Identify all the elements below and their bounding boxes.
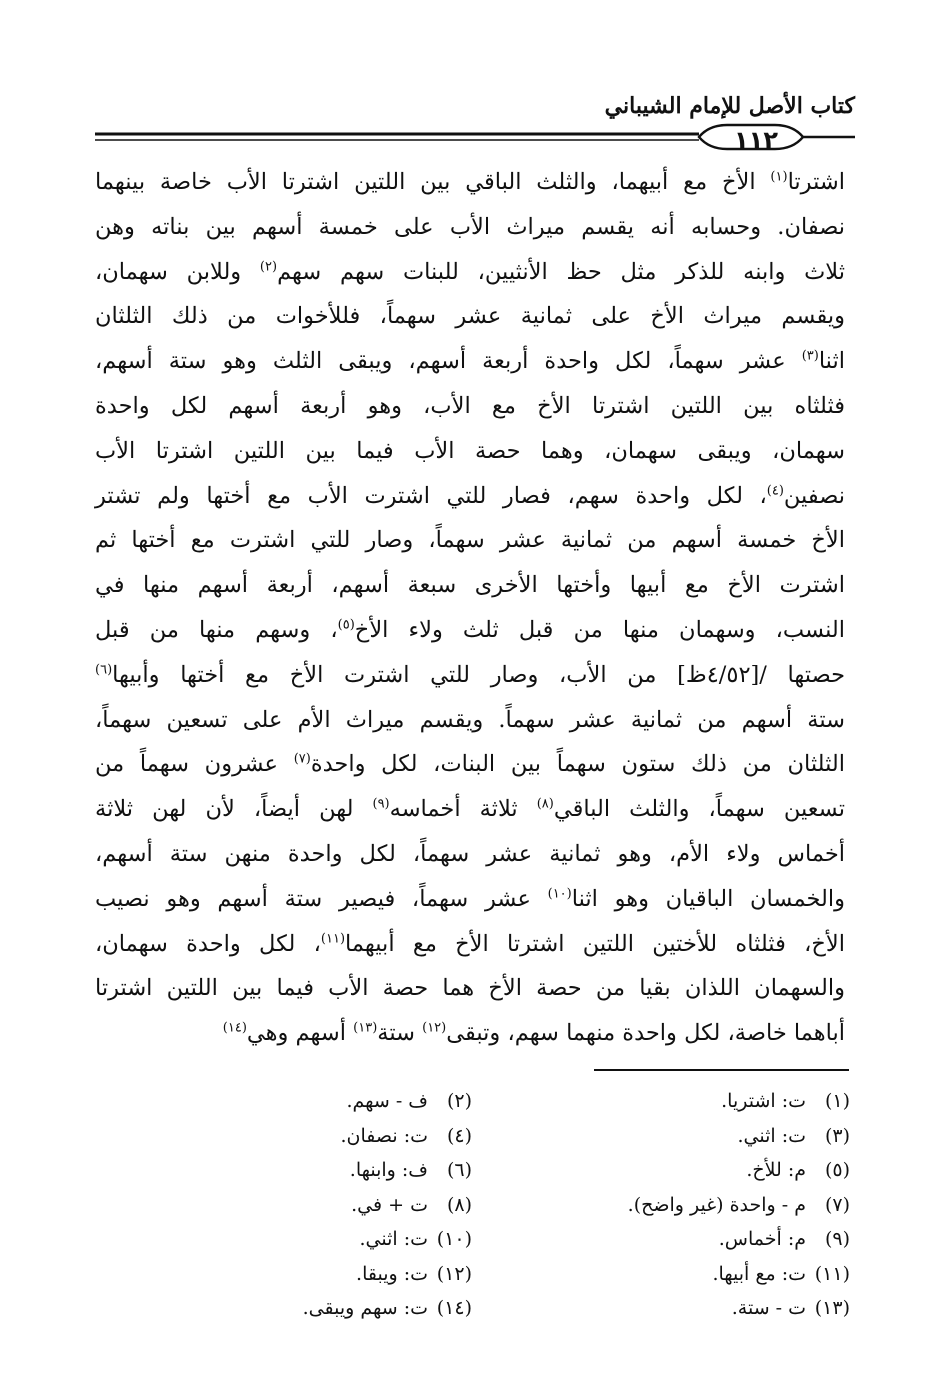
footnote-number: (١) (824, 1090, 850, 1112)
text-line (95, 474, 845, 519)
footnote (510, 1222, 850, 1257)
running-title: كتاب الأصل للإمام الشيباني (604, 93, 855, 119)
text-segment: اشترتا (787, 169, 845, 195)
footnote-text: ت: اثني. (359, 1228, 428, 1250)
footnote-text: ت: اشتريا. (721, 1090, 806, 1112)
footnote-reference: (٧) (293, 751, 311, 767)
footnote-number: (٣) (824, 1124, 850, 1147)
footnote-text: ت: سهم ويبقى. (302, 1297, 428, 1319)
page-number: ١١٢ (734, 126, 778, 154)
footnote-text: ت: ويبقا. (356, 1262, 428, 1285)
text-segment: عشر سهماً، فيصير ستة أسهم وهو نصيب (95, 885, 548, 912)
footnote (132, 1119, 472, 1154)
footnote-reference: (٥) (337, 617, 355, 633)
text-segment: لهن أيضاً، لأن لهن ثلاثة (95, 796, 373, 823)
text-segment: حصتها /[٤/٥٢ظ] من الأب، وصار للتي اشترت الأخ مع أختها وأبيها (112, 661, 845, 688)
text-segment: وللابن سهمان، (95, 258, 260, 285)
footnote (132, 1188, 472, 1223)
footnote-reference: (٨) (536, 796, 554, 812)
footnote (132, 1291, 472, 1326)
text-line (95, 294, 845, 339)
footnote-number: (٦) (446, 1159, 472, 1181)
footnote-reference: (٩) (372, 796, 390, 812)
text-segment: ستة (377, 1020, 423, 1047)
footnote-number: (١٠) (436, 1228, 472, 1250)
text-line (95, 877, 845, 922)
footnote-number: (١١) (814, 1262, 850, 1285)
footnote-text: ت + في. (351, 1193, 428, 1216)
footnote (510, 1291, 850, 1326)
footnote (132, 1084, 472, 1119)
footnote-text: م - واحدة (غير واضح). (627, 1193, 806, 1216)
footnotes-right-column (510, 1084, 850, 1326)
footnotes-left-column (132, 1084, 472, 1326)
text-segment: ثلاثة أخماسه (389, 796, 537, 823)
text-segment: اثنا (818, 348, 845, 375)
text-segment: فثلثاه بين اللتين اشترتا الأخ مع الأب، وهو أربعة أسهم لكل واحدة (95, 392, 845, 419)
footnote-number: (٥) (824, 1159, 850, 1181)
footnote (510, 1188, 850, 1223)
text-line (95, 205, 845, 250)
text-segment: تسعين سهماً، والثلث الباقي (553, 796, 845, 823)
text-segment: اشترت الأخ مع أبيها وأختها الأخرى سبعة أسهم، أربعة أسهم منها في (95, 572, 845, 599)
text-line (95, 384, 845, 429)
text-line (95, 966, 845, 1011)
footnote-reference: (١٢) (422, 1020, 447, 1036)
footnote-reference: (٤) (766, 483, 784, 499)
footnote-text: ت: نصفان. (340, 1124, 428, 1147)
footnote-number: (٧) (824, 1193, 850, 1216)
text-line (95, 339, 845, 384)
text-segment: النسب، وسهمان منها من قبل ثلث ولاء الأخ (354, 616, 845, 643)
footnote-text: ف - سهم. (346, 1090, 428, 1112)
footnote (510, 1084, 850, 1119)
text-segment: سهمان، ويبقى سهمان، وهما حصة الأب فيما بين اللتين اشترتا الأب (95, 437, 845, 464)
body-text (95, 160, 845, 1056)
footnote-reference: (٣) (801, 348, 819, 364)
text-line (95, 1011, 845, 1056)
footnote-number: (٨) (446, 1193, 472, 1216)
footnote-number: (١٤) (436, 1297, 472, 1319)
text-line (95, 518, 845, 563)
footnote-reference: (١٣) (353, 1020, 378, 1036)
text-segment: الأخ مع أبيهما، والثلث الباقي بين اللتين اشترتا الأب خاصة بينهما (95, 169, 771, 195)
footnote-number: (٩) (824, 1228, 850, 1250)
footnote-separator (594, 1069, 849, 1071)
text-segment: ويقسم ميراث الأخ على ثمانية عشر سهماً، فللأخوات من ذلك الثلثان (95, 303, 845, 330)
footnote-text: ت - ستة. (731, 1297, 806, 1319)
text-segment: أخماس ولاء الأم، وهو ثمانية عشر سهماً، لكل واحدة منهن ستة أسهم، (95, 840, 845, 867)
footnote (132, 1222, 472, 1257)
text-line (95, 832, 845, 877)
footnote (510, 1257, 850, 1292)
text-segment: ستة أسهم من ثمانية عشر سهماً. ويقسم ميراث الأم على تسعين سهماً، (95, 706, 845, 733)
text-segment: أسهم وهي (246, 1020, 354, 1047)
text-segment: عشرون سهماً من (95, 751, 294, 778)
text-segment: الثلثان من ذلك ستون سهماً بين البنات، لكل واحدة (310, 751, 845, 778)
footnote-reference: (١١) (320, 931, 346, 947)
text-line (95, 698, 845, 743)
text-line (95, 742, 845, 787)
text-segment: والخمسان الباقيان وهو اثنا (571, 885, 845, 912)
text-segment: والسهمان اللذان بقيا من حصة الأخ هما حصة الأب فيما بين اللتين اشترتا (95, 975, 845, 1002)
text-segment: ، لكل واحدة سهمان، (95, 930, 321, 957)
footnote-text: م: للأخ. (746, 1159, 806, 1181)
text-segment: أباهما خاصة، لكل واحدة منهما سهم، وتبقى (446, 1020, 845, 1047)
text-segment: نصفين (783, 482, 845, 509)
footnote-number: (١٣) (814, 1297, 850, 1319)
footnote-text: ت: اثني. (737, 1124, 806, 1147)
footnote-text: ت: مع أبيها. (712, 1262, 806, 1285)
text-segment: الأخ خمسة أسهم من ثمانية عشر سهماً، وصار للتي اشترت مع أختها ثم (95, 527, 845, 554)
text-segment: نصفان. وحسابه أنه يقسم ميراث الأب على خمسة أسهم بين بناته وهن (95, 213, 845, 240)
text-segment: عشر سهماً، لكل واحدة أربعة أسهم، ويبقى الثلث وهو ستة أسهم، (95, 348, 802, 375)
text-line (95, 922, 845, 967)
footnote-reference: (١) (770, 169, 788, 185)
footnote-number: (٢) (446, 1090, 472, 1112)
footnote-reference: (١٠) (547, 886, 572, 902)
text-line (95, 787, 845, 832)
footnote-reference: (٦) (95, 662, 113, 678)
text-segment: الأخ، فثلثاه للأختين اللتين اشترتا الأخ مع أبيهما (345, 930, 845, 957)
footnote (132, 1153, 472, 1188)
footnote-number: (٤) (446, 1124, 472, 1147)
footnote-text: م: أخماس. (718, 1228, 806, 1250)
text-segment: ، وسهم منها من قبل (95, 616, 338, 643)
text-line (95, 563, 845, 608)
text-line (95, 429, 845, 474)
text-line (95, 653, 845, 698)
footnote (132, 1257, 472, 1292)
footnote-text: ف: وابنها. (349, 1159, 428, 1181)
text-segment: ، لكل واحدة سهم، فصار للتي اشترت الأب مع أختها ولم تشتر (95, 482, 767, 509)
text-line (95, 160, 845, 205)
text-segment: ثلاث وابنه للذكر مثل حظ الأنثيين، للبنات سهم سهم (277, 258, 845, 285)
footnote (510, 1119, 850, 1154)
footnote-reference: (١٤) (222, 1020, 247, 1036)
text-line (95, 250, 845, 295)
footnote-number: (١٢) (436, 1262, 472, 1285)
footnote (510, 1153, 850, 1188)
footnote-reference: (٢) (259, 259, 278, 275)
text-line (95, 608, 845, 653)
